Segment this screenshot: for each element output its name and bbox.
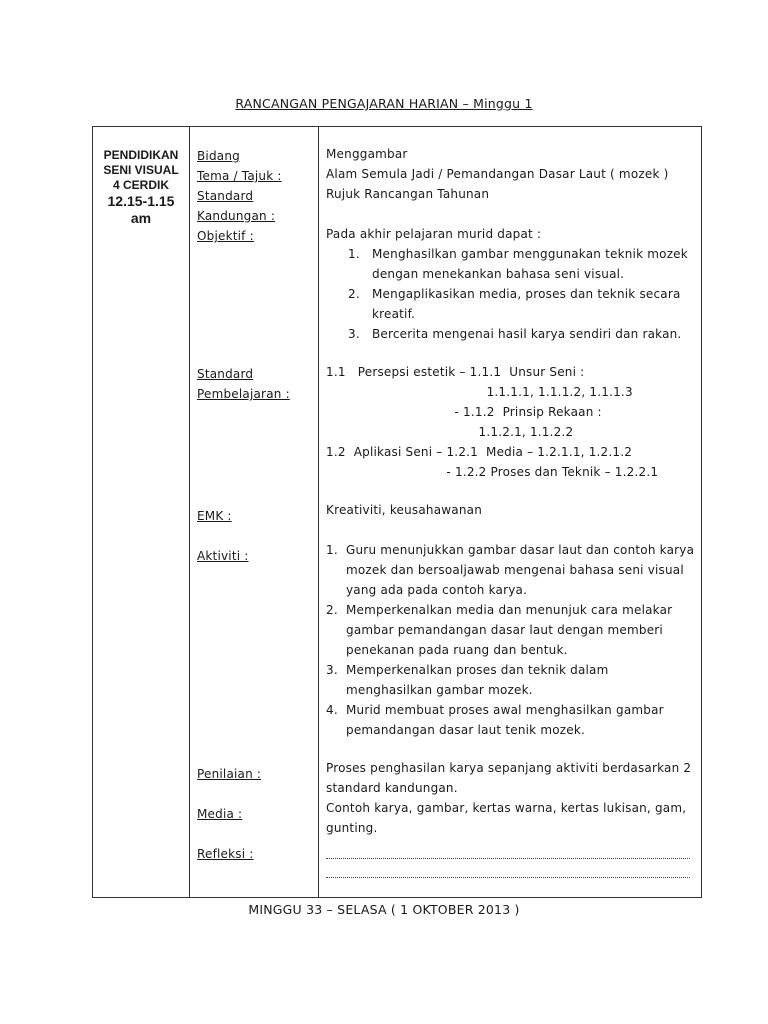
label-tema: Tema / Tajuk : [197, 169, 282, 183]
list-item: 1. Menghasilkan gambar menggunakan teknik mozek dengan menekankan bahasa seni visual. [348, 247, 688, 281]
objektif-list [326, 244, 696, 344]
label-media: Media : [197, 807, 243, 821]
aktiviti-value [326, 540, 696, 740]
aktiviti-list [326, 540, 696, 740]
standard-line: 1.1.2.1, 1.1.2.2 [326, 425, 574, 439]
label-aktiviti: Aktiviti : [197, 549, 249, 563]
label-standard-pembelajaran-2: Pembelajaran : [197, 387, 290, 401]
standard-line: 1.1 Persepsi estetik – 1.1.1 Unsur Seni : [326, 365, 585, 379]
standard-line: - 1.1.2 Prinsip Rekaan : [326, 405, 602, 419]
subject-line: PENDIDIKAN [103, 148, 179, 162]
list-item: 4. Murid membuat proses awal menghasilkan gambar pemandangan dasar laut tenik mozek. [326, 703, 664, 737]
subject-cell [94, 148, 188, 227]
content-top [326, 144, 696, 344]
penilaian-media-value [326, 758, 696, 838]
label-penilaian: Penilaian : [197, 767, 262, 781]
refleksi-lines [326, 840, 690, 878]
label-standard-kandungan: Standard [197, 189, 254, 203]
refleksi-line [326, 848, 690, 859]
list-item: 3. Memperkenalkan proses dan teknik dalam menghasilkan gambar mozek. [326, 663, 609, 697]
refleksi-line [326, 867, 690, 878]
standard-line: 1.2 Aplikasi Seni – 1.2.1 Media – 1.2.1.1, 1.2.1.2 [326, 445, 633, 459]
page-title: RANCANGAN PENGAJARAN HARIAN – Minggu 1 [235, 96, 533, 111]
label-refleksi: Refleksi : [197, 847, 254, 861]
objektif-intro: Pada akhir pelajaran murid dapat : [326, 227, 542, 241]
tema-value: Alam Semula Jadi / Pemandangan Dasar Laut ( mozek ) [326, 167, 669, 181]
subject-line: SENI VISUAL [103, 163, 179, 177]
penilaian-value: Proses penghasilan karya sepanjang aktiviti berdasarkan 2 standard kandungan. [326, 761, 692, 795]
label-objektif: Objektif : [197, 229, 254, 243]
footer-date: MINGGU 33 – SELASA ( 1 OKTOBER 2013 ) [248, 902, 520, 917]
standard-pembelajaran-value [326, 362, 696, 482]
label-emk: EMK : [197, 509, 232, 523]
label-standard-kandungan-2: Kandungan : [197, 209, 276, 223]
list-item: 1. Guru menunjukkan gambar dasar laut dan contoh karya mozek dan bersoaljawab mengenai bahasa seni visual yang ada pada contoh karya. [326, 543, 695, 597]
standard-kandungan-value: Rujuk Rancangan Tahunan [326, 187, 490, 201]
list-item: 3. Bercerita mengenai hasil karya sendiri dan rakan. [348, 327, 682, 341]
standard-line: - 1.2.2 Proses dan Teknik – 1.2.2.1 [326, 465, 659, 479]
standard-line: 1.1.1.1, 1.1.1.2, 1.1.1.3 [326, 385, 633, 399]
label-bidang: Bidang [197, 149, 240, 163]
lesson-time: 12.15-1.15 [107, 193, 175, 209]
emk-value: Kreativiti, keusahawanan [326, 503, 483, 517]
bidang-value: Menggambar [326, 147, 408, 161]
list-item: 2. Mengaplikasikan media, proses dan teknik secara kreatif. [348, 287, 681, 321]
label-standard-pembelajaran: Standard [197, 367, 254, 381]
column-divider-1 [189, 126, 190, 898]
column-divider-2 [318, 126, 319, 898]
lesson-time-suffix: am [130, 210, 152, 226]
class-name: 4 CERDIK [112, 178, 169, 192]
list-item: 2. Memperkenalkan media dan menunjuk cara melakar gambar pemandangan dasar laut dengan memberi penekanan pada ruang dan bentuk. [326, 603, 673, 657]
media-value: Contoh karya, gambar, kertas warna, kertas lukisan, gam, gunting. [326, 801, 687, 835]
